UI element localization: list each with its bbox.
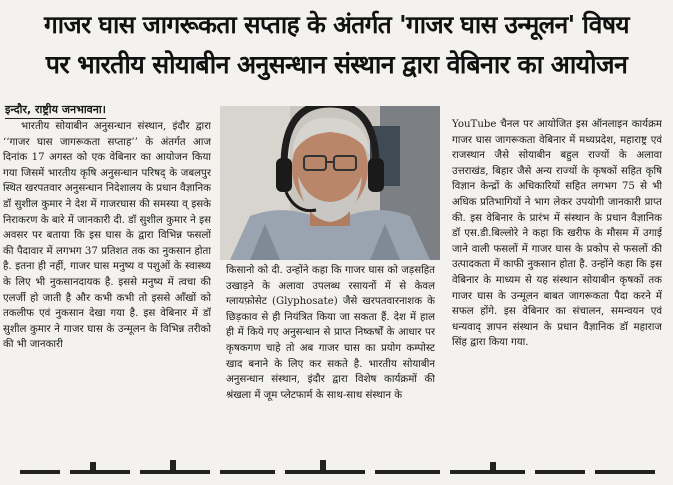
article-column-1 (3, 119, 211, 439)
column-3-text: YouTube चैनल पर आयोजित इस ऑनलाइन कार्यक्रम गाजर घास जागरूकता वेबिनार में मध्यप्रदेश, महाराष्ट्र एवं राजस्थान जैसे सोयाबीन बहुल राज्यों के अलावा उत्तराखंड, बिहार जैसे अन्य राज्यों के कृषकों सहित कृषि विज्ञान केन्द्रों के अधिकारियों सहित लगभग 75 से भी अधिक प्रतिभागियों ने भाग लेकर उपयोगी जानकारी प्राप्त की. इस वेबिनार के प्रारंभ में संस्थान के प्रधान वैज्ञानिक डॉ एस.डी.बिल्लोरे ने कहा कि खरीफ के मौसम में उगाई जाने वाली फसलों में गाजर घास के प्रकोप से फसलों की उत्पादकता में काफी नुकसान होता है. उन्होंने कहा कि इस वेबिनार के माध्यम से यह संस्थान सोयाबीन कृषकों तक गाजर घास के उन्मूलन बाबत जागरूकता पैदा करने में सफल होंगे. इस वेबिनार का संचालन, समन्वयन एवं धन्यवाद् ज्ञापन संस्थान के प्रधान वैज्ञानिक डॉ महाराज सिंह द्वारा किया गया. (452, 119, 662, 349)
column-2-text: किसानो को दी. उन्होंने कहा कि गाजर घास को जड़सहित उखाड़ने के अलावा उपलब्ध रसायनों में से केवल ग्लायफ़ोसेट (Glyphosate) जैसे खरपतवारनाशक के छिड़काव से ही नियंत्रित किया जा सकता हैं. देश में हाल ही में किये गए अनुसन्धान से प्राप्त निष्कर्षों के आधार पर कृषकगण चाहे तो अब गाजर घास का प्रयोग कम्पोस्ट खाद बनाने के लिए कर सकते है. भारतीय सोयाबीन अनुसन्धान संस्थान, इंदौर द्वारा विशेष कार्यक्रमों की श्रंखला में जूम प्लेटफार्म के साथ-साथ संस्थान के (226, 265, 435, 401)
article-column-3 (452, 117, 662, 437)
headline-line-1: गाजर घास जागरूकता सप्ताह के अंतर्गत 'गाजर घास उन्मूलन' विषय (44, 10, 629, 39)
byline: इन्दौर, राष्ट्रीय जनभावना। (5, 102, 106, 119)
next-headline-cutoff (20, 456, 660, 485)
speaker-illustration (220, 106, 440, 260)
column-1-text: भारतीय सोयाबीन अनुसन्धान संस्थान, इंदौर द्वारा ‘‘गाजर घास जागरूकता सप्ताह’’ के अंतर्गत आज दिनांक 17 अगस्त को एक वेबिनार का आयोजन किया गया जिसमें भारतीय कृषि अनुसन्धान परिषद् के जबलपुर स्थित खरपतवार अनुसन्धान निदेशालय के प्रधान वैज्ञानिक डॉ सुशील कुमार ने देश में गाजरघास की समस्या व् इसके निराकरण के बारे में जानकारी दी. डॉ सुशील कुमार ने इस अवसर पर बताया कि इस घास के द्वारा विभिन्न फसलों की पैदावार में लगभग 37 प्रतिशत तक का नुकसान होता है. इतना ही नहीं, गाजर घास मनुष्य व पशुओं के स्वास्थ्य के लिए भी नुकसानदायक है. इससे मनुष्य में त्वचा की एलर्जी हो जाती है और कभी कभी तो इससे आँखों को तकलीफ एवं नुकसान देखा गया है. इस वेबिनार में डॉ सुशील कुमार ने गाजर घास के उन्मूलन के विभिन्न तरीको की भी जानकारी (3, 121, 211, 351)
headline-line-2: पर भारतीय सोयाबीन अनुसन्धान संस्थान द्वारा वेबिनार का आयोजन (45, 50, 628, 79)
speaker-photo (220, 106, 440, 260)
article-column-2 (226, 263, 435, 439)
